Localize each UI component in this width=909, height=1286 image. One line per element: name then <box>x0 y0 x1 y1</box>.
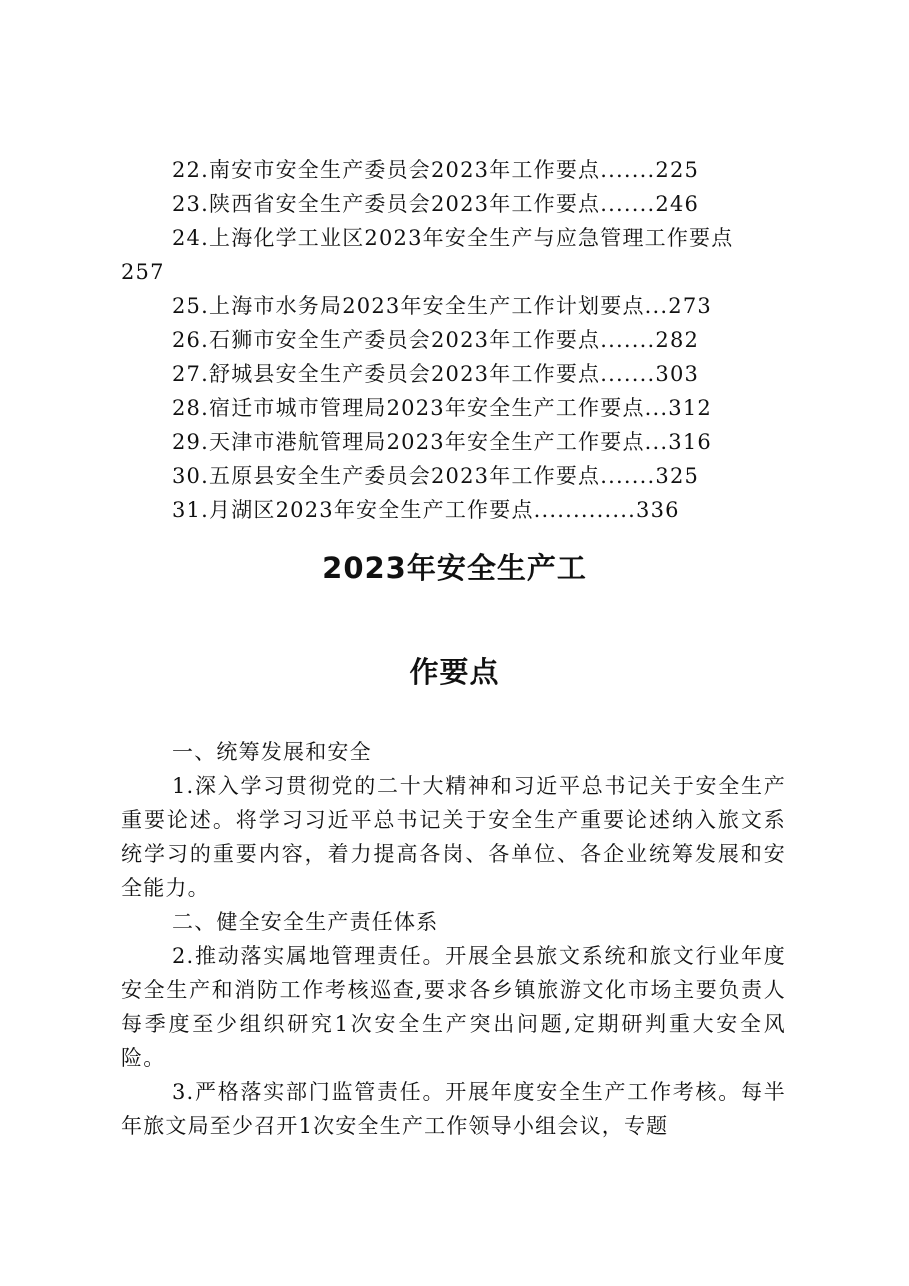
toc-page-number: 246 <box>655 192 700 216</box>
toc-number: 28. <box>172 396 209 420</box>
toc-page-number: 282 <box>655 328 700 352</box>
toc-entry[interactable] <box>121 357 786 391</box>
toc-number: 27. <box>172 362 209 386</box>
document-body <box>121 735 786 1143</box>
toc-leader: ....... <box>600 158 656 182</box>
document-title-line-2: 作要点 <box>409 655 500 689</box>
toc-leader: ....... <box>600 328 656 352</box>
toc-page-number: 257 <box>121 260 165 284</box>
body-paragraph: 2.推动落实属地管理责任。开展全县旅文系统和旅文行业年度安全生产和消防工作考核巡查,要求各乡镇旅游文化市场主要负责人每季度至少组织研究1次安全生产突出问题,定期研判重大安全风险。 <box>121 944 786 1070</box>
toc-page-number: 273 <box>668 294 712 318</box>
toc-number: 30. <box>172 464 209 488</box>
toc-page-number: 325 <box>655 464 700 488</box>
toc-leader: ............. <box>533 498 637 522</box>
toc-title: 陕西省安全生产委员会2023年工作要点 <box>209 192 601 216</box>
toc-number: 29. <box>172 430 209 454</box>
table-of-contents <box>121 153 786 527</box>
toc-entry[interactable] <box>121 221 786 255</box>
section-heading: 二、健全安全生产责任体系 <box>172 910 439 934</box>
toc-number: 25. <box>172 294 209 318</box>
toc-leader: ... <box>644 430 669 454</box>
toc-page-number: 303 <box>655 362 700 386</box>
toc-page-number: 316 <box>668 430 712 454</box>
toc-number: 26. <box>172 328 209 352</box>
toc-entry[interactable] <box>121 459 786 493</box>
toc-title: 上海市水务局2023年安全生产工作计划要点 <box>209 294 645 318</box>
toc-number: 22. <box>172 158 209 182</box>
toc-title: 宿迁市城市管理局2023年安全生产工作要点 <box>209 396 645 420</box>
toc-leader: ... <box>644 396 669 420</box>
toc-entry[interactable] <box>121 323 786 357</box>
toc-title: 天津市港航管理局2023年安全生产工作要点 <box>209 430 645 454</box>
section-heading: 一、统筹发展和安全 <box>172 740 372 764</box>
toc-entry[interactable] <box>121 153 786 187</box>
toc-title: 舒城县安全生产委员会2023年工作要点 <box>209 362 601 386</box>
toc-title: 五原县安全生产委员会2023年工作要点 <box>209 464 601 488</box>
toc-entry[interactable] <box>121 187 786 221</box>
toc-title: 上海化学工业区2023年安全生产与应急管理工作要点 <box>209 226 734 250</box>
body-paragraph: 1.深入学习贯彻党的二十大精神和习近平总书记关于安全生产重要论述。将学习习近平总书记关于安全生产重要论述纳入旅文系统学习的重要内容，着力提高各岗、各单位、各企业统筹发展和安全能力。 <box>121 774 786 900</box>
toc-leader: ....... <box>600 464 656 488</box>
toc-entry[interactable] <box>121 289 786 323</box>
toc-number: 24. <box>172 226 209 250</box>
toc-entry[interactable] <box>121 493 786 527</box>
toc-leader: ....... <box>600 192 656 216</box>
toc-leader: ... <box>644 294 669 318</box>
toc-page-number: 336 <box>636 498 680 522</box>
toc-entry[interactable] <box>121 391 786 425</box>
toc-page-number: 225 <box>655 158 700 182</box>
toc-title: 南安市安全生产委员会2023年工作要点 <box>209 158 601 182</box>
toc-title: 石狮市安全生产委员会2023年工作要点 <box>209 328 601 352</box>
toc-number: 31. <box>172 498 209 522</box>
toc-page-number: 312 <box>668 396 712 420</box>
toc-entry[interactable] <box>121 425 786 459</box>
body-paragraph: 3.严格落实部门监管责任。开展年度安全生产工作考核。每半年旅文局至少召开1次安全生产工作领导小组会议，专题 <box>121 1080 786 1138</box>
toc-number: 23. <box>172 192 209 216</box>
toc-entry-page-wrap[interactable] <box>121 255 786 289</box>
document-title-line-1: 2023年安全生产工 <box>322 551 587 585</box>
toc-title: 月湖区2023年安全生产工作要点 <box>209 498 534 522</box>
toc-leader: ....... <box>600 362 656 386</box>
